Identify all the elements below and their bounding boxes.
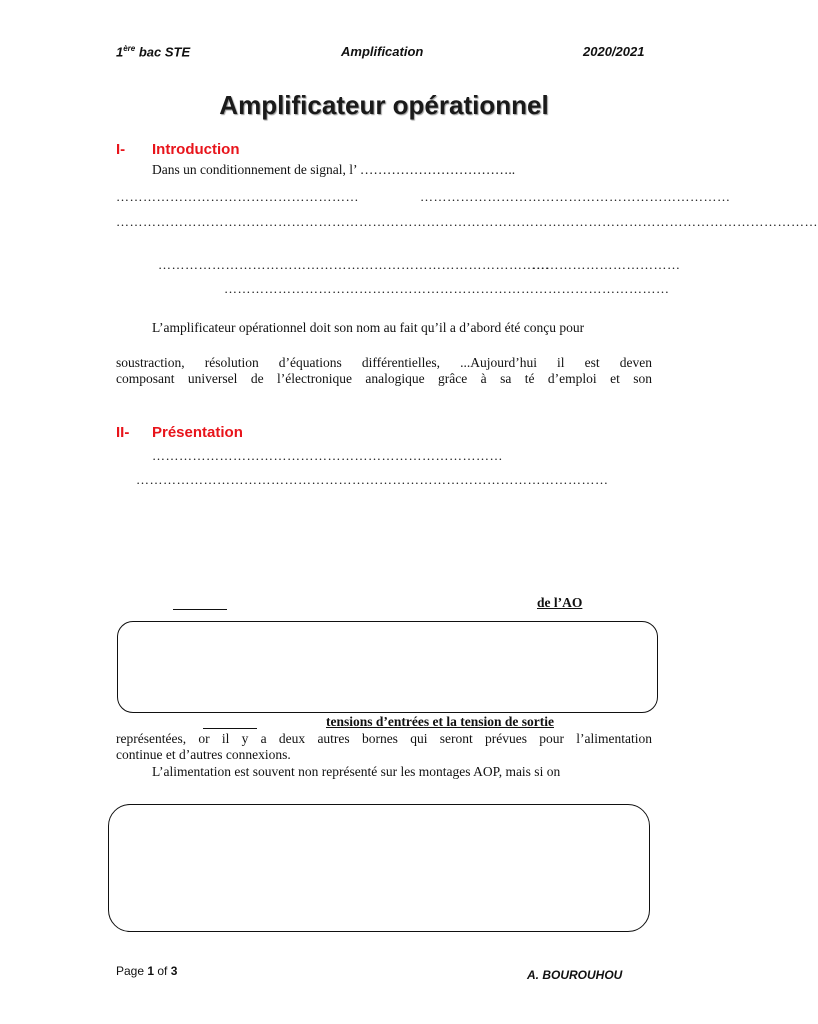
author-name: A. BOUROUHOU (527, 968, 623, 982)
section-2-heading: Présentation (152, 424, 243, 441)
underline-blank (173, 609, 227, 610)
intro-paragraph-line-3: composant universel de l’électronique analogique grâce à sa té d’emploi et son (116, 371, 652, 386)
power-supply-drawing-box (108, 804, 650, 932)
intro-paragraph-line-2: soustraction, résolution d’équations différentielles, ...Aujourd’hui il est deven (116, 355, 652, 370)
dotted-blank: …………………………… (532, 257, 681, 272)
dotted-blank: …………………………………………………………………… (152, 448, 503, 463)
presentation-line-3: L’alimentation est souvent non représenté sur les montages AOP, mais si on (152, 764, 561, 779)
header-level: 1ère bac STE (116, 44, 191, 60)
symbol-label: de l’AO (537, 595, 583, 610)
intro-line-1: Dans un conditionnement de signal, l’ …………………………….. (152, 162, 516, 177)
intro-paragraph-line-1: L’amplificateur opérationnel doit son nom au fait qu’il a d’abord été conçu pour (152, 320, 585, 335)
dotted-blank: …………………………………………………………… (420, 189, 731, 204)
section-2-number: II- (116, 424, 130, 441)
symbol-drawing-box (117, 621, 658, 713)
header-year: 2020/2021 (583, 44, 645, 59)
presentation-line-1: représentées, or il y a deux autres bornes qui seront prévues pour l’alimentation (116, 731, 652, 746)
section-1-heading: Introduction (152, 141, 240, 158)
dotted-blank: ……………………………………………… (116, 189, 359, 204)
header-subject: Amplification (341, 44, 424, 59)
presentation-line-2: continue et d’autres connexions. (116, 747, 291, 762)
underline-blank (203, 728, 257, 729)
dotted-blank: ……………………………………………………………………………………… (224, 281, 670, 296)
dotted-blank: …………………………………………………………………………………………… (136, 472, 609, 487)
dotted-blank: ………………………………………………………………………………………………………………………………………… (116, 214, 818, 229)
dotted-blank: …………………………………………………………………………… (158, 257, 550, 272)
page-title: Amplificateur opérationnel (219, 90, 549, 120)
section-1-number: I- (116, 141, 126, 158)
underlined-phrase: tensions d’entrées et la tension de sortie (326, 714, 554, 729)
page-indicator: Page 1 of 3 (116, 964, 178, 978)
